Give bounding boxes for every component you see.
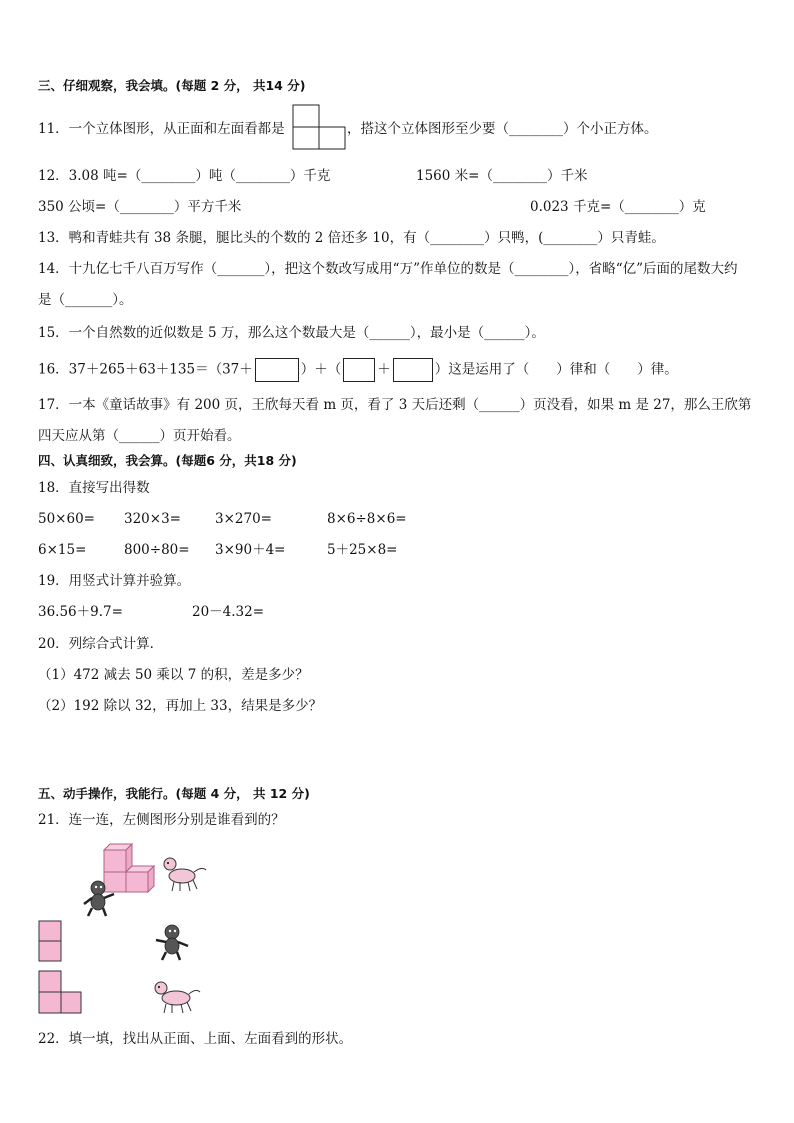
- q21-title: 21．连一连，左侧图形分别是谁看到的？: [38, 812, 285, 828]
- q16-text-c: ＋: [377, 361, 391, 378]
- section-4-title: 四、认真细致，我会算。(每题6 分，共18 分): [38, 453, 297, 468]
- q14-text-b: 是（_______）。: [38, 292, 133, 308]
- q16-line: [38, 358, 678, 382]
- q11-text-b: ，搭这个立体图形至少要（________）个小正方体。: [347, 121, 658, 137]
- q13-text: 13．鸭和青蛙共有 38 条腿，腿比头的个数的 2 倍还多 10，有（________）只鸭，(________）只青蛙。: [38, 230, 665, 246]
- q18-title: 18．直接写出得数: [38, 480, 150, 496]
- q16-text-a: 16．37＋265＋63＋135＝（37＋: [38, 361, 253, 378]
- q18-item: 5＋25×8=: [327, 542, 398, 558]
- q18-item: 6×15=: [38, 542, 87, 558]
- q12-part-b: 1560 米=（________）千米: [416, 168, 588, 184]
- q19-item: 36.56＋9.7=: [38, 604, 123, 620]
- q17-text-b: 四天应从第（______）页开始看。: [38, 428, 241, 444]
- q22-title: 22．填一填，找出从正面、上面、左面看到的形状。: [38, 1031, 353, 1047]
- q11-text-a: 11．一个立体图形，从正面和左面看都是: [38, 121, 285, 137]
- q16-text-d: ）这是运用了（ ）律和（ ）律。: [434, 361, 678, 378]
- dog-icon: [150, 976, 202, 1016]
- view-shape-2-figure: [38, 970, 84, 1016]
- q18-item: 3×90＋4=: [215, 542, 286, 558]
- q18-item: 800÷80=: [124, 542, 190, 558]
- q19-item: 20－4.32=: [192, 604, 265, 620]
- q12-part-a: 12．3.08 吨=（________）吨（________）千克: [38, 168, 331, 184]
- q18-item: 320×3=: [124, 511, 181, 527]
- q20-title: 20．列综合式计算．: [38, 636, 164, 652]
- monkey-icon: [152, 922, 192, 962]
- q16-blank-box-2[interactable]: [343, 358, 375, 382]
- q16-blank-box-1[interactable]: [255, 358, 299, 382]
- dog-icon: [160, 854, 208, 894]
- section-5-title: 五、动手操作，我能行。(每题 4 分， 共 12 分): [38, 786, 310, 801]
- q12-part-c: 350 公顷=（________）平方千米: [38, 199, 242, 215]
- section-3-title: 三、仔细观察，我会填。(每题 2 分， 共14 分): [38, 78, 306, 93]
- q18-item: 50×60=: [38, 511, 95, 527]
- q14-text-a: 14．十九亿七千八百万写作（_______），把这个数改写成用“万”作单位的数是（________），省略“亿”后面的尾数大约: [38, 261, 738, 277]
- q18-item: 3×270=: [215, 511, 272, 527]
- q19-title: 19．用竖式计算并验算。: [38, 573, 191, 589]
- q11-shape-figure: [292, 104, 346, 152]
- q20-part-2: （2）192 除以 32，再加上 33，结果是多少？: [38, 698, 323, 714]
- q17-text-a: 17．一本《童话故事》有 200 页，王欣每天看 m 页，看了 3 天后还剩（______）页没看，如果 m 是 27，那么王欣第: [38, 397, 752, 413]
- q16-text-b: ）＋（: [300, 361, 342, 378]
- q12-part-d: 0.023 千克=（________）克: [530, 199, 706, 215]
- monkey-icon: [80, 878, 120, 918]
- q18-item: 8×6÷8×6=: [327, 511, 407, 527]
- q15-text: 15．一个自然数的近似数是 5 万，那么这个数最大是（______），最小是（______）。: [38, 325, 545, 341]
- q16-blank-box-3[interactable]: [393, 358, 433, 382]
- view-shape-1-figure: [38, 920, 64, 964]
- q20-part-1: （1）472 减去 50 乘以 7 的积，差是多少？: [38, 667, 309, 683]
